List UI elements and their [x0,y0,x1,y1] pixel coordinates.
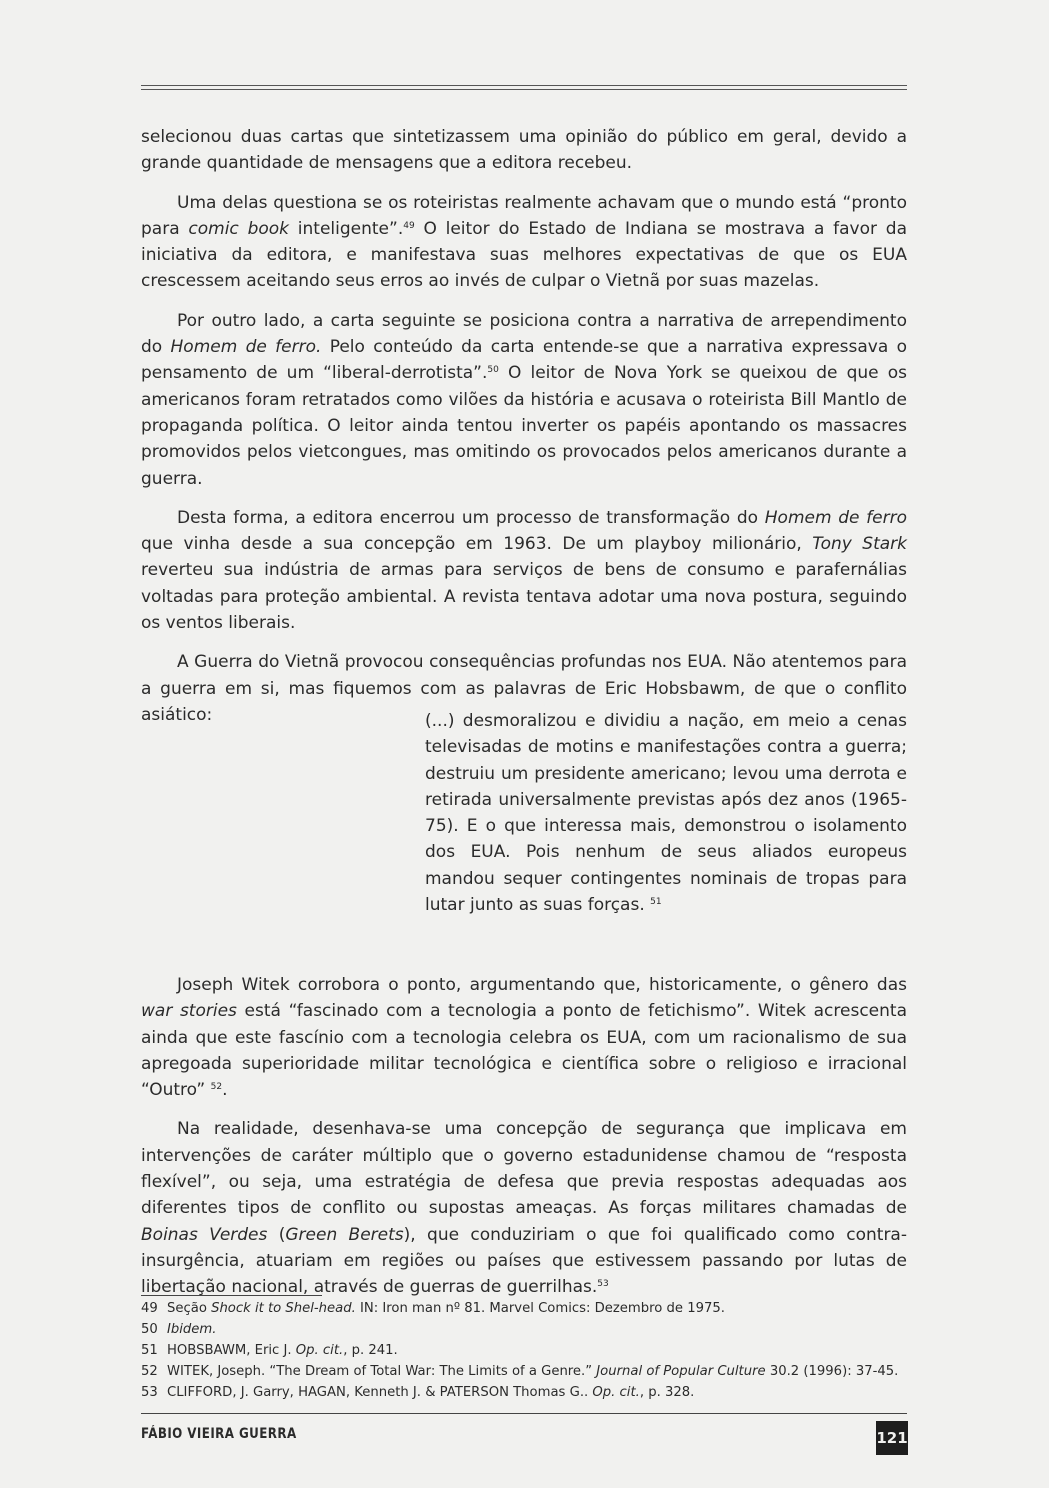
paragraph-2-italic: comic book [188,218,290,239]
footnote-text: , p. 328. [639,1385,695,1400]
footnote [141,1382,921,1403]
paragraph-4-text: Desta forma, a editora encerrou um processo de transformação do [177,507,765,528]
paragraph-6-text: está “fascinado com a tecnologia a ponto de fetichismo”. Witek acrescenta ainda que este fascínio com a tecnologia celebra os EUA, com um racionalismo de sua apregoada superioridade militar tecnológica e científica sobre o religioso e irracional “Outro” [141,1001,907,1101]
footnote [141,1298,921,1319]
footnote [141,1340,921,1361]
footnote-number: 50 [141,1322,158,1337]
page-number: 121 [876,1421,908,1455]
paragraph-5-text: A Guerra do Vietnã provocou consequências profundas nos EUA. Não atentemos para a guerra em si, mas fiquemos com as palavras de Eric Hobsbawm, de que o conflito asiático: [141,652,907,725]
footnote-text: Seção [167,1301,212,1316]
author-name: FÁBIO VIEIRA GUERRA [141,1426,297,1442]
footnote-number: 49 [141,1301,158,1316]
paragraph-3-text: Por outro lado, a carta seguinte se posiciona contra a narrativa de arrependimento do [141,310,907,358]
paragraph-7-text: ), que conduziriam o que foi qualificado como contra-insurgência, atuariam em regiões ou países que estivessem passando por lutas de libertação nacional, através de guerras de guerrilhas. [141,1224,907,1298]
footnote-rule [141,1295,322,1296]
footnote-number: 52 [141,1364,158,1379]
paragraph-3-italic: Homem de ferro. [170,337,322,358]
footnote-number: 51 [141,1343,158,1358]
footnote-ref-53: 53 [597,1279,609,1290]
footnote-text: CLIFFORD, J. Garry, HAGAN, Kenneth J. & PATERSON Thomas G.. [167,1385,593,1400]
footnote-ref-49: 49 [403,220,415,231]
paragraph-3-text: Pelo conteúdo da carta entende-se que a narrativa expressava o pensamento de um “liberal-derrotista”. [141,337,907,384]
paragraph-3-text: O leitor de Nova York se queixou de que os americanos foram retratados como vilões da história e acusava o roteirista Bill Mantlo de propaganda política. O leitor ainda tentou inverter os papéis apontando os massacres promovidos pelos vietcongues, mas omitindo os provocados pelos americanos durante a guerra. [141,363,908,489]
paragraph-7 [141,1116,907,1300]
footnote-text: HOBSBAWM, Eric J. [167,1343,296,1358]
paragraph-2 [141,190,907,295]
footnote-text: IN: Iron man nº 81. Marvel Comics: Dezembro de 1975. [355,1301,725,1316]
footer-rule [141,1413,907,1414]
block-quote [425,708,907,918]
footnote-italic: Shock it to Shel-head. [211,1301,356,1316]
paragraph-4-text: que vinha desde a sua concepção em 1963. De um playboy milionário, [141,534,813,555]
paragraph-7-italic: Boinas Verdes [141,1224,268,1245]
paragraph-2-text: inteligente”. [289,218,404,239]
footnote-italic: Op. cit. [592,1385,640,1400]
header-rule [141,85,907,90]
body-text [141,124,907,741]
footnote-ref-52: 52 [210,1082,223,1093]
footnote-ref-50: 50 [487,365,499,376]
paragraph-4-italic: Homem de ferro [764,507,908,528]
paragraph-2-text: O leitor do Estado de Indiana se mostrava a favor da iniciativa da editora, e manifestava suas melhores expectativas de que os EUA crescessem aceitando seus erros ao invés de culpar o Vietnã por suas mazelas. [141,218,907,292]
paragraph-6-text: . [222,1080,228,1101]
footnote-italic: Journal of Popular Culture [596,1364,766,1379]
footnote-italic: Ibidem. [167,1322,217,1337]
footnote-text: 30.2 (1996): 37-45. [765,1364,899,1379]
footnote [141,1319,921,1340]
paragraph-7-text: Na realidade, desenhava-se uma concepção de segurança que implicava em intervenções de caráter múltiplo que o governo estadunidense chamou de “resposta flexível”, ou seja, uma estratégia de defesa que previa respostas adequadas aos diferentes tipos de conflito ou supostas ameaças. As forças militares chamadas de [141,1119,907,1219]
paragraph-4-italic: Tony Stark [812,534,907,555]
footnote-ref-51: 51 [650,897,662,908]
footnote-italic: Op. cit. [295,1343,344,1358]
paragraph-1 [141,124,907,177]
footnote [141,1361,921,1382]
paragraph-3 [141,308,907,492]
footnote-number: 53 [141,1385,158,1400]
footnote-text: , p. 241. [343,1343,398,1358]
paragraph-6 [141,972,907,1103]
paragraph-4 [141,505,907,636]
paragraph-1-text: selecionou duas cartas que sintetizassem uma opinião do público em geral, devido a grande quantidade de mensagens que a editora recebeu. [141,127,907,174]
footnote-text: WITEK, Joseph. “The Dream of Total War: The Limits of a Genre.” [167,1364,597,1379]
body-text-continued [141,972,907,1314]
paragraph-6-italic: war stories [141,1001,237,1022]
paragraph-6-text: Joseph Witek corrobora o ponto, argumentando que, historicamente, o gênero das [177,975,907,995]
paragraph-7-text: ( [267,1224,286,1245]
paragraph-2-text: Uma delas questiona se os roteiristas realmente achavam que o mundo está “pronto para [141,192,907,239]
paragraph-7-italic: Green Berets [285,1224,404,1245]
paragraph-4-text: reverteu sua indústria de armas para serviços de bens de consumo e parafernálias voltadas para proteção ambiental. A revista tentava adotar uma nova postura, seguindo os ventos liberais. [141,560,907,634]
block-quote-text: (...) desmoralizou e dividiu a nação, em meio a cenas televisadas de motins e manifestações contra a guerra; destruiu um presidente americano; levou uma derrota e retirada universalmente previstas após dez anos (1965-75). E o que interessa mais, demonstrou o isolamento dos EUA. Pois nenhum de seus aliados europeus mandou sequer contingentes nominais de tropas para lutar junto as suas forças. [425,711,907,916]
footnotes [141,1298,921,1403]
